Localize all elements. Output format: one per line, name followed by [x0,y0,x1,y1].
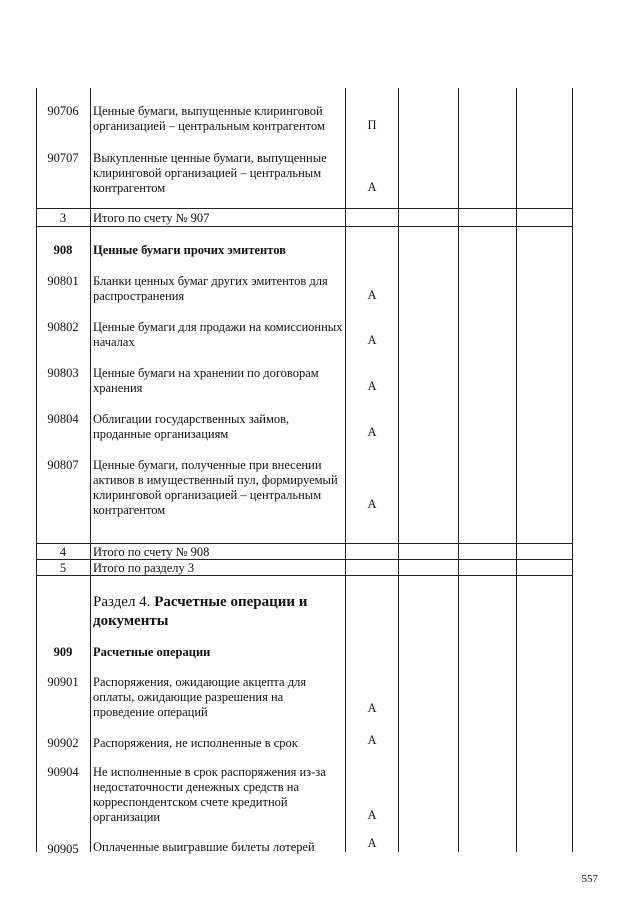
account-type: А [367,733,377,747]
section-title: Расчетные операции и документы [93,594,308,629]
account-name: Выкупленные ценные бумаги, выпущенные клиринговой организацией – центральным контрагентом [93,151,327,195]
column-line [572,88,573,852]
account-code: 90905 [47,842,79,856]
account-type: А [367,333,377,347]
account-name: Ценные бумаги для продажи на комиссионных началах [93,320,343,349]
account-type: А [367,180,377,194]
total-row-label: Итого по счету № 907 [93,211,210,225]
account-type: А [367,288,377,302]
account-code: 90707 [47,151,79,165]
account-name: Бланки ценных бумаг других эмитентов для распространения [93,274,328,303]
account-code: 90902 [47,736,79,750]
account-code: 90804 [47,412,79,426]
section-prefix: Раздел 4. [93,594,151,610]
account-code: 90901 [47,675,79,689]
account-code: 90801 [47,274,79,288]
account-name: Не исполненные в срок распоряжения из-за недостаточности денежных средств на корреспондентском счете кредитной организации [93,765,326,824]
account-type: А [367,497,377,511]
account-type: А [367,379,377,393]
total-row-number: 5 [59,561,67,575]
page-number: 557 [581,873,598,885]
total-row-label: Итого по разделу 3 [93,561,195,575]
account-group-code: 909 [53,645,73,659]
account-name: Распоряжения, ожидающие акцепта для оплаты, ожидающие разрешения на проведение операций [93,675,307,719]
account-type: А [367,701,377,715]
account-name: Ценные бумаги на хранении по договорам хранения [93,366,319,395]
account-group-title: Ценные бумаги прочих эмитентов [93,243,286,257]
account-code: 90802 [47,320,79,334]
column-line [90,88,91,852]
account-group-title: Расчетные операции [93,645,211,659]
column-line [398,88,399,852]
section-heading [93,593,343,631]
row-line [36,226,573,227]
account-type: П [367,118,377,132]
account-name: Ценные бумаги, выпущенные клиринговой организацией – центральным контрагентом [93,104,325,133]
account-type: А [367,425,377,439]
account-name: Оплаченные выигравшие билеты лотерей [93,840,315,854]
account-type: А [367,808,377,822]
column-line [458,88,459,852]
account-type: А [367,836,377,850]
account-code: 90803 [47,366,79,380]
row-line [36,208,573,209]
account-code: 90706 [47,104,79,118]
total-row-number: 4 [59,545,67,559]
account-name: Ценные бумаги, полученные при внесении активов в имущественный пул, формируемый клиринговой организацией – центральным контрагентом [93,458,338,517]
total-row-number: 3 [59,211,67,225]
account-name: Облигации государственных займов, проданные организациям [93,412,290,441]
account-group-code: 908 [53,243,73,257]
account-code: 90807 [47,458,79,472]
total-row-label: Итого по счету № 908 [93,545,210,559]
row-line [36,543,573,544]
column-line [516,88,517,852]
account-code: 90904 [47,765,79,779]
column-line [345,88,346,852]
account-name: Распоряжения, не исполненные в срок [93,736,298,750]
